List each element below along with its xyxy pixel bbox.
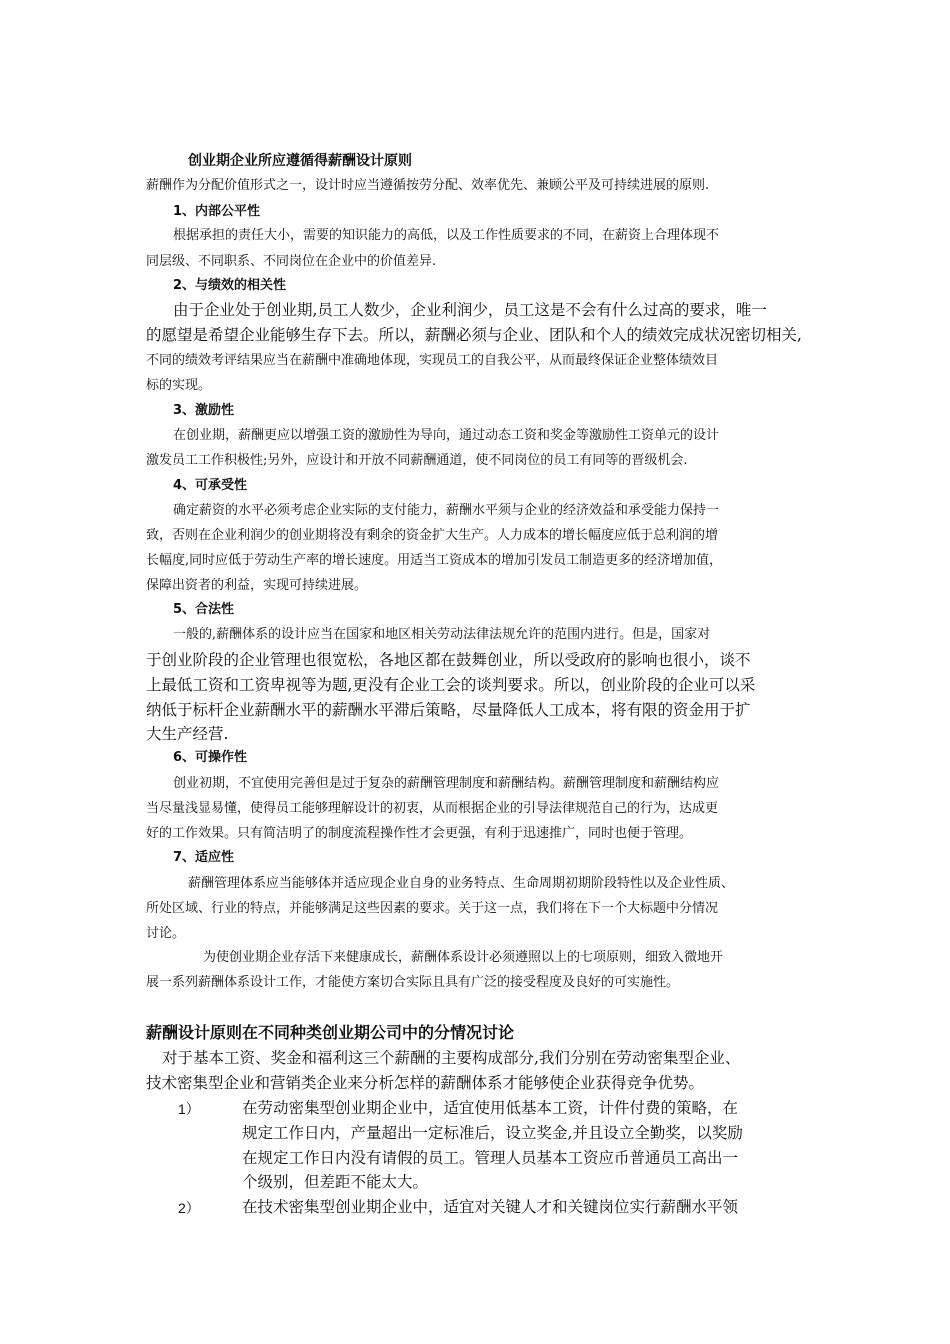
- paragraph-line: 好的工作效果。只有简洁明了的制度流程操作性才会更强，有利于迅速推广，同时也便于管理。: [146, 826, 693, 841]
- paragraph-line: 所处区域、行业的特点，并能够满足这些因素的要求。关于这一点，我们将在下一个大标题中分情况: [146, 901, 719, 916]
- section-heading-5: 5、合法性: [173, 602, 235, 617]
- list-item-number: 1）: [178, 1101, 200, 1117]
- paragraph-line: 的愿望是希望企业能够生存下去。所以，薪酬必须与企业、团队和个人的绩效完成状况密切相关,: [146, 326, 802, 344]
- paragraph-line: 同层级、不同职系、不同岗位在企业中的价值差异.: [146, 254, 437, 269]
- paragraph-line: 于创业阶段的企业管理也很宽松，各地区都在鼓舞创业，所以受政府的影响也很小，谈不: [146, 651, 751, 669]
- section-heading-6: 6、可操作性: [173, 750, 248, 765]
- intro-paragraph: 薪酬作为分配价值形式之一，设计时应当遵循按劳分配、效率优先、兼顾公平及可持续进展的原则.: [146, 178, 710, 193]
- paragraph-line: 一般的,薪酬体系的设计应当在国家和地区相关劳动法律法规允许的范围内进行。但是，国家对: [173, 627, 711, 642]
- paragraph-line: 当尽量浅显易懂，使得员工能够理解设计的初衷，从而根据企业的引导法律规范自己的行为，达成更: [146, 801, 719, 816]
- section2-intro-line: 对于基本工资、奖金和福利这三个薪酬的主要构成部分,我们分别在劳动密集型企业、: [162, 1049, 741, 1067]
- section-heading-4: 4、可承受性: [173, 478, 248, 493]
- paragraph-line: 上最低工资和工资卑视等为题,更没有企业工会的谈判要求。所以，创业阶段的企业可以采: [146, 676, 756, 694]
- list-item-line: 个级别，但差距不能太大。: [242, 1173, 429, 1191]
- list-item-line: 在规定工作日内没有请假的员工。管理人员基本工资应币普通员工高出一: [242, 1149, 739, 1167]
- document-title: 创业期企业所应遵循得薪酬设计原则: [188, 153, 412, 169]
- paragraph-line: 根据承担的责任大小，需要的知识能力的高低，以及工作性质要求的不同，在薪资上合理体现不: [173, 228, 720, 243]
- paragraph-line: 确定薪资的水平必须考虑企业实际的支付能力，薪酬水平须与企业的经济效益和承受能力保持一: [173, 503, 720, 518]
- paragraph-line: 长幅度,同时应低于劳动生产率的增长速度。用适当工资成本的增加引发员工制造更多的经济增加值，: [146, 553, 723, 568]
- paragraph-line: 创业初期，不宜使用完善但是过于复杂的薪酬管理制度和薪酬结构。薪酬管理制度和薪酬结构应: [173, 776, 720, 791]
- paragraph-line: 保障出资者的利益，实现可持续进展。: [146, 578, 368, 593]
- list-item-number: 2）: [178, 1200, 200, 1216]
- paragraph-line: 在创业期，薪酬更应以增强工资的激励性为导向，通过动态工资和奖金等激励性工资单元的设计: [173, 428, 720, 443]
- paragraph-line: 薪酬管理体系应当能够体并适应现企业自身的业务特点、生命周期初期阶段特性以及企业性质、: [188, 876, 735, 891]
- paragraph-line: 不同的绩效考评结果应当在薪酬中准确地体现，实现员工的自我公平，从而最终保证企业整体绩效目: [146, 353, 719, 368]
- conclusion-line: 为使创业期企业存活下来健康成长，薪酬体系设计必须遵照以上的七项原则，细致入微地开: [203, 950, 724, 965]
- section-heading-1: 1、内部公平性: [173, 204, 261, 219]
- paragraph-line: 讨论。: [146, 926, 186, 941]
- paragraph-line: 标的实现。: [146, 378, 212, 393]
- section2-intro-line: 技术密集型企业和营销类企业来分析怎样的薪酬体系才能够使企业获得竞争优势。: [146, 1074, 705, 1092]
- section-heading-2: 2、与绩效的相关性: [173, 278, 287, 293]
- paragraph-line: 纳低于标杆企业薪酬水平的薪酬水平滞后策略，尽量降低人工成本，将有限的资金用于扩: [146, 701, 751, 719]
- paragraph-line: 致，否则在企业利润少的创业期将没有剩余的资金扩大生产。人力成本的增长幅度应低于总利润的增: [146, 528, 719, 543]
- section-heading-7: 7、适应性: [173, 850, 235, 865]
- paragraph-line: 激发员工工作积极性;另外，应设计和开放不同薪酬通道，使不同岗位的员工有同等的晋级机会.: [146, 453, 688, 468]
- conclusion-line: 展一系列薪酬体系设计工作，才能使方案切合实际且具有广泛的接受程度及良好的可实施性。: [146, 975, 680, 990]
- list-item-line: 在技术密集型创业期企业中，适宜对关键人才和关键岗位实行薪酬水平领: [242, 1198, 739, 1216]
- section-heading-3: 3、激励性: [173, 403, 235, 418]
- list-item-line: 规定工作日内，产量超出一定标准后，设立奖金,并且设立全勤奖，以奖励: [242, 1124, 743, 1142]
- paragraph-line: 由于企业处于创业期,员工人数少，企业利润少，员工这是不会有什么过高的要求，唯一: [173, 301, 767, 319]
- list-item-line: 在劳动密集型创业期企业中，适宜使用低基本工资，计件付费的策略，在: [242, 1099, 739, 1117]
- paragraph-line: 大生产经营.: [146, 725, 229, 743]
- section2-heading: 薪酬设计原则在不同种类创业期公司中的分情况讨论: [146, 1023, 515, 1042]
